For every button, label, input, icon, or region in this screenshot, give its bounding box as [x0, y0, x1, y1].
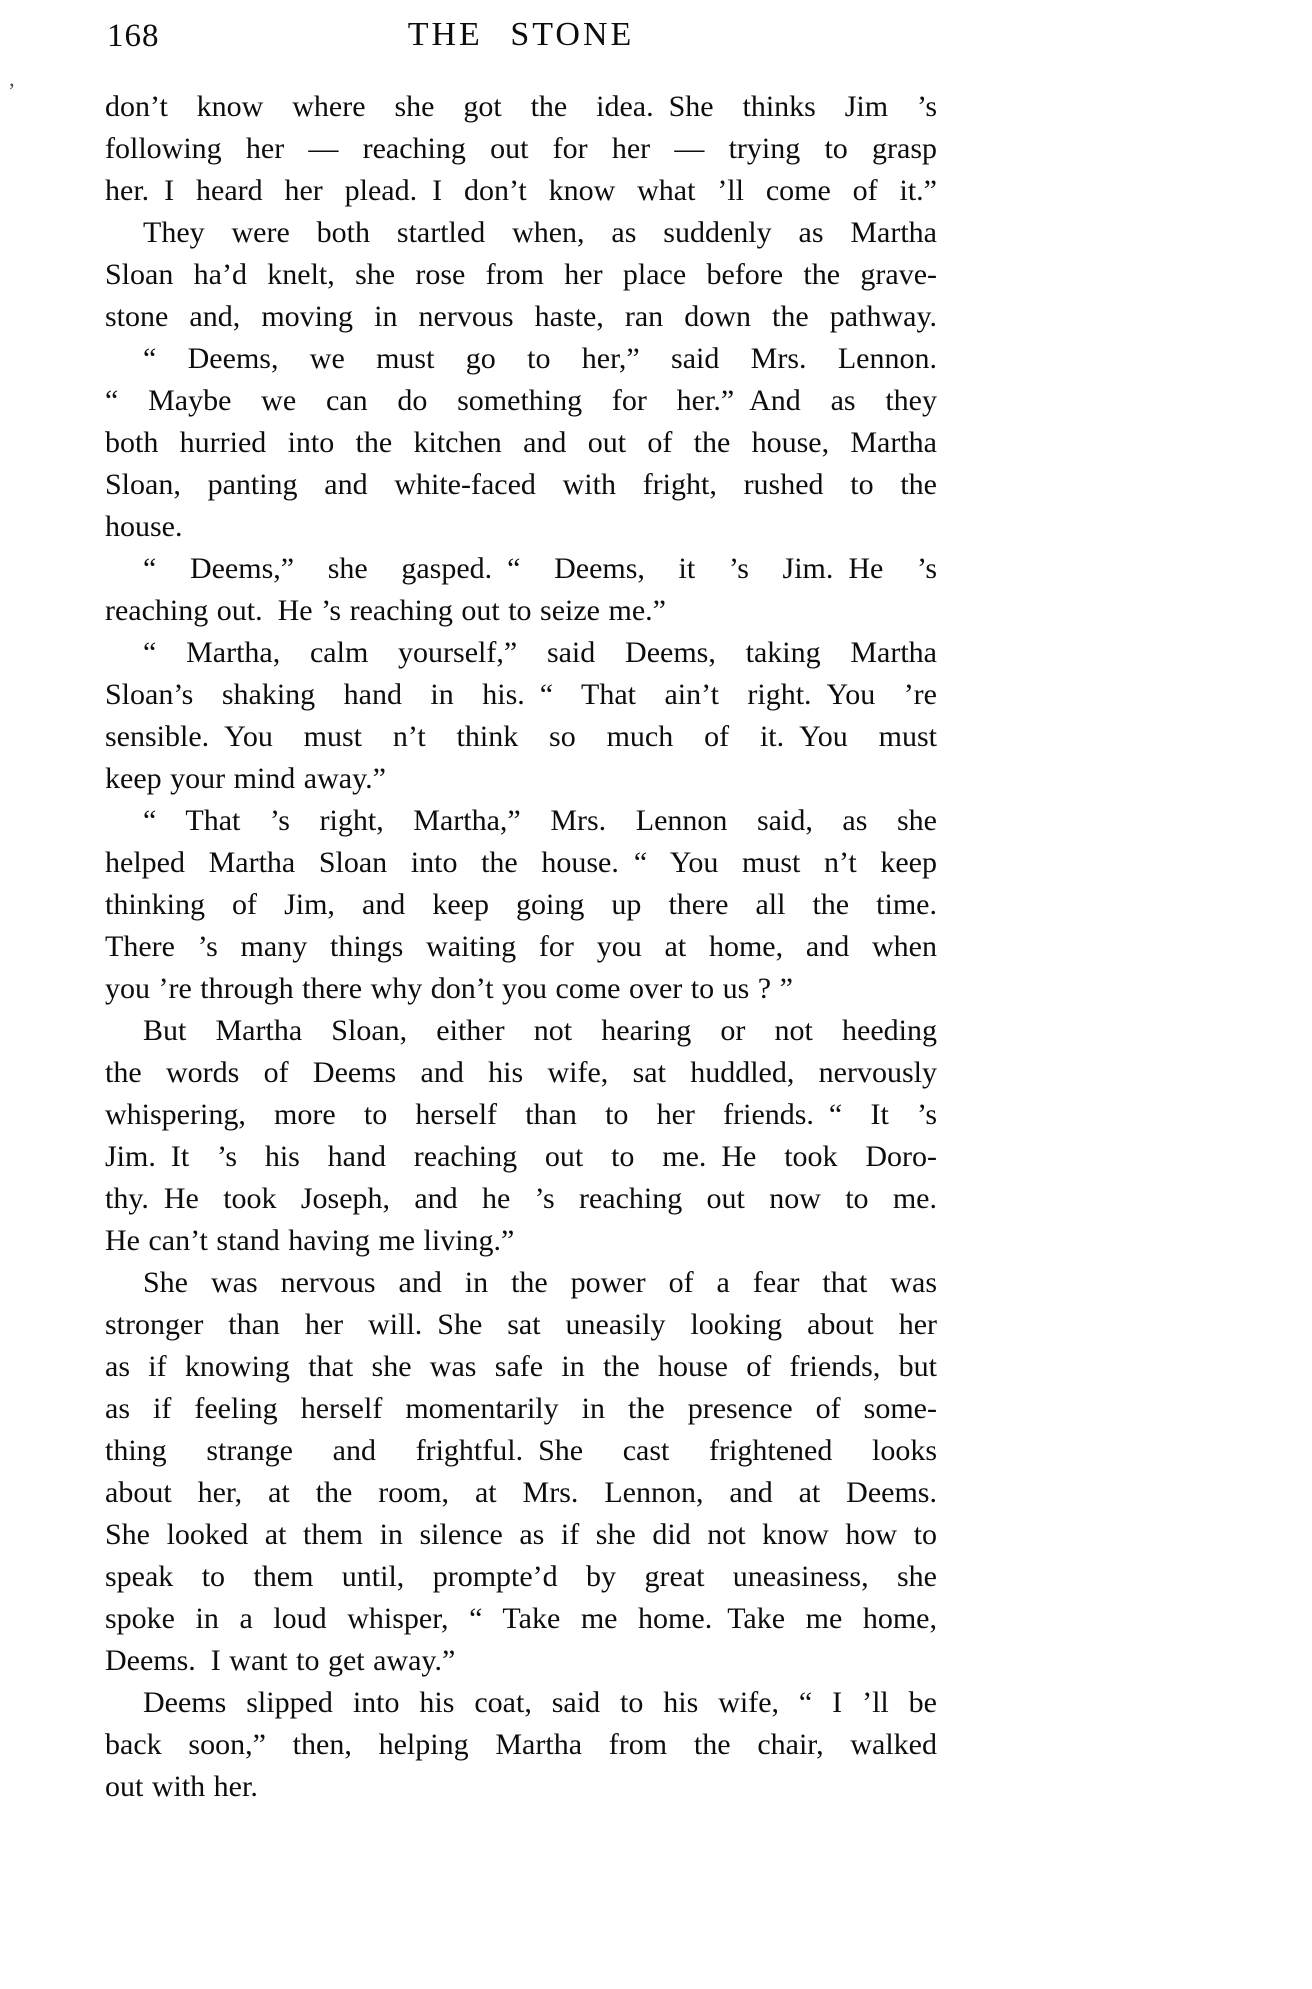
text-line: you ’re through there why don’t you come over to us ? ”	[105, 972, 793, 1005]
text-line: “ That ’s right, Martha,” Mrs. Lennon said, as she	[143, 804, 937, 837]
text-line: “ Deems, we must go to her,” said Mrs. Lennon.	[143, 342, 937, 375]
text-line: following her — reaching out for her — trying to grasp	[105, 132, 937, 165]
text-line: helped Martha Sloan into the house. “ You must n’t keep	[105, 846, 937, 879]
text-line: Sloan, panting and white-faced with fright, rushed to the	[105, 468, 937, 501]
text-line: “ Deems,” she gasped. “ Deems, it ’s Jim. He ’s	[143, 552, 937, 585]
text-line: the words of Deems and his wife, sat huddled, nervouѕly	[105, 1056, 937, 1089]
text-line: whispering, more to herself than to her friends. “ It ’s	[105, 1098, 937, 1131]
text-line: reaching out. He ’s reaching out to seize me.”	[105, 594, 666, 627]
text-line: speak to them until, prompte’d by great uneasiness, she	[105, 1560, 937, 1593]
text-line: He can’t stand having me living.”	[105, 1224, 515, 1257]
text-block	[105, 86, 937, 1808]
text-line: as if feeling herself momentarily in the presence of some-	[105, 1392, 937, 1425]
text-line: thy. He took Joseph, and he ’s reaching out now to me.	[105, 1182, 937, 1215]
text-line: She was nervous and in the power of a fear that was	[143, 1266, 937, 1299]
text-line: keep your mind away.”	[105, 762, 386, 795]
running-title: THE STONE	[407, 16, 635, 53]
text-line: both hurried into the kitchen and out of the house, Martha	[105, 426, 937, 459]
text-line: Sloan ha’d knelt, she rose from her place before the grave-	[105, 258, 937, 291]
page-header	[105, 16, 937, 60]
text-line: about her, at the room, at Mrs. Lennon, and at Deems.	[105, 1476, 937, 1509]
text-line: stone and, moving in nervous haste, ran down the pathway.	[105, 300, 937, 333]
text-line: back soon,” then, helping Martha from the chair, walked	[105, 1728, 937, 1761]
text-line: Sloan’s shaking hand in his. “ That ain’t right. You ’re	[105, 678, 937, 711]
text-line: Deems slipped into his coat, said to his wife, “ I ’ll be	[143, 1686, 937, 1719]
text-line: out with her.	[105, 1770, 258, 1803]
text-line: don’t know where she got the idea. She thinks Jim ’s	[105, 90, 937, 123]
text-line: Deems. I want to get away.”	[105, 1644, 456, 1677]
scan-artifact: ’	[8, 78, 16, 103]
page-number: 168	[107, 18, 160, 54]
text-line: sensible. You must n’t think so much of it. You must	[105, 720, 937, 753]
text-line: thing strange and frightful. She cast frightened looks	[105, 1434, 937, 1467]
text-line: Jim. It ’s his hand reaching out to me. He took Doro-	[105, 1140, 937, 1173]
text-line: stronger than her will. She sat uneasily looking about her	[105, 1308, 937, 1341]
text-line: house.	[105, 510, 183, 543]
text-line: spoke in a loud whisper, “ Take me home. Take me home,	[105, 1602, 937, 1635]
text-line: “ Maybe we can do something for her.” And as they	[105, 384, 937, 417]
text-line: They were both startled when, as suddenly as Martha	[143, 216, 937, 249]
text-line: her. I heard her plead. I don’t know what ’ll come of it.”	[105, 174, 937, 207]
text-line: But Martha Sloan, either not hearing or not heeding	[143, 1014, 937, 1047]
text-line: She looked at them in silence as if she did not know how to	[105, 1518, 937, 1551]
text-line: There ’s many things waiting for you at home, and when	[105, 930, 937, 963]
text-line: as if knowing that she was safe in the house of friends, but	[105, 1350, 937, 1383]
text-line: “ Martha, calm yourself,” said Deems, taking Martha	[143, 636, 937, 669]
text-line: thinking of Jim, and keep going up there all the time.	[105, 888, 937, 921]
